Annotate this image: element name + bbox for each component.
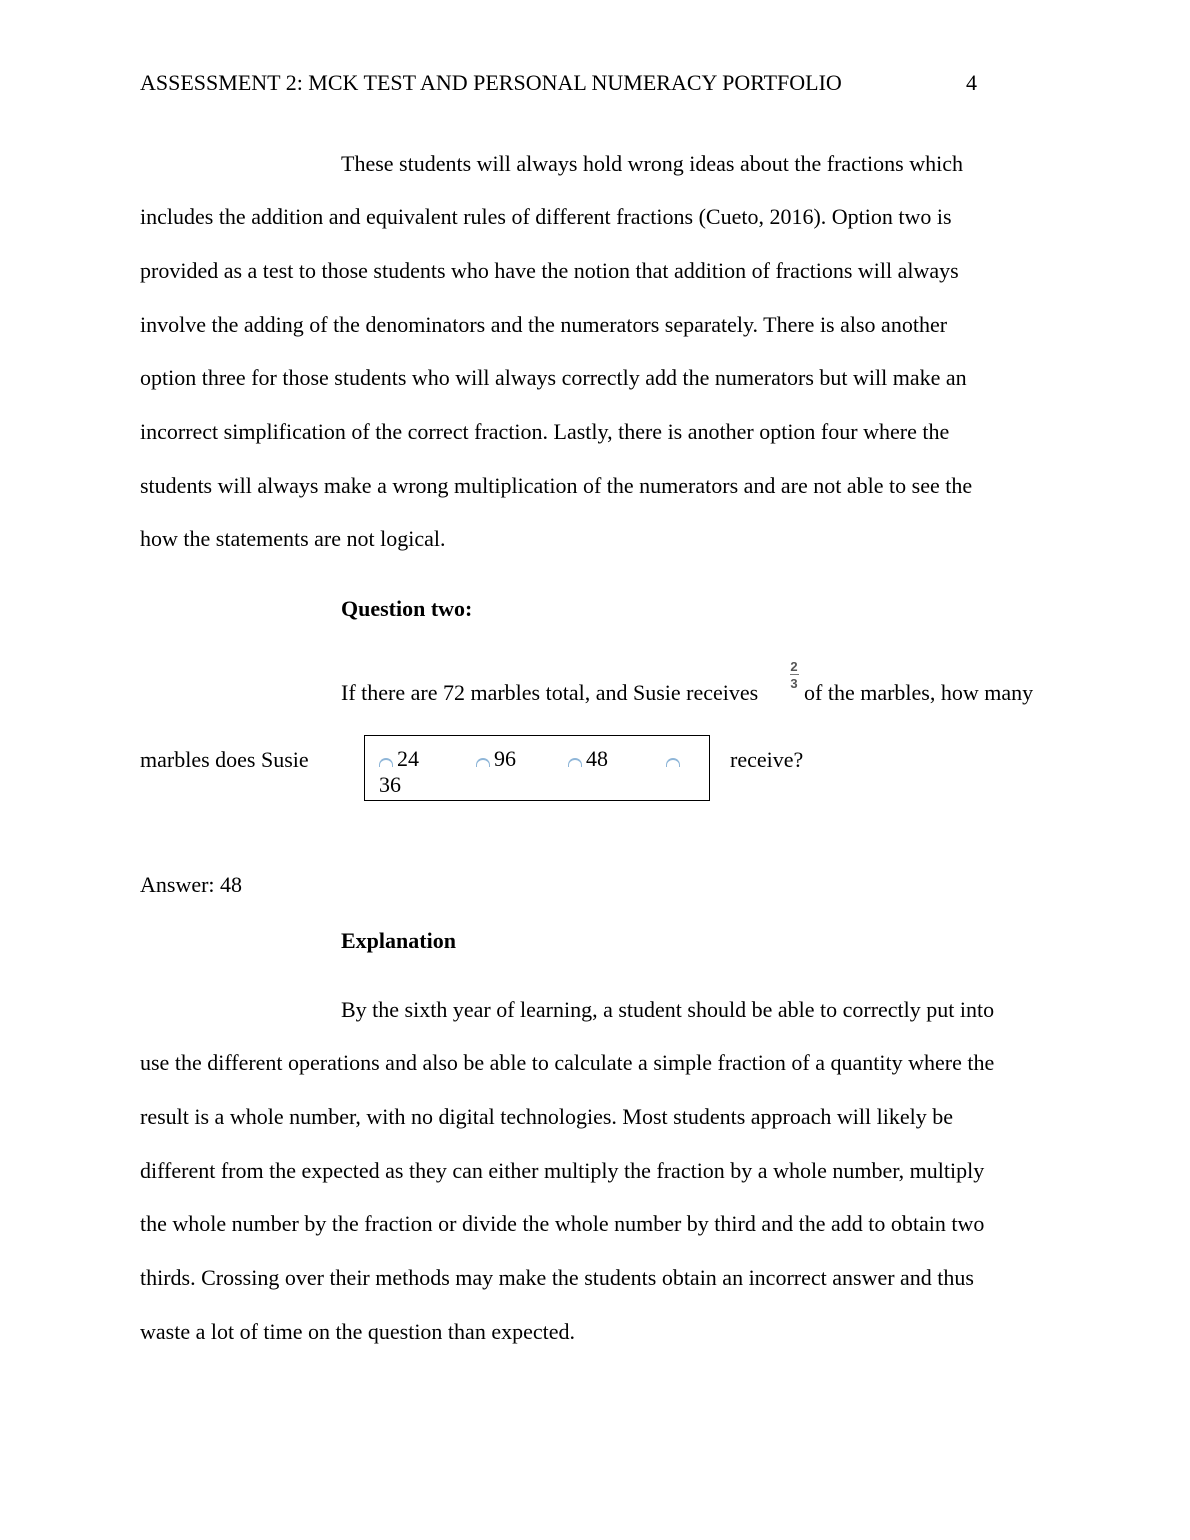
question-text-line2: marbles does Susie	[140, 747, 309, 772]
paragraph-line: students will always make a wrong multiplication of the numerators and are not able to see the	[140, 473, 973, 498]
fraction-denominator: 3	[790, 676, 798, 691]
paragraph-line: involve the adding of the denominators and the numerators separately. There is also another	[140, 312, 948, 337]
fraction-bar	[790, 674, 799, 675]
option-label: 96	[494, 746, 516, 771]
question-heading: Question two:	[341, 596, 473, 621]
radio-icon[interactable]	[476, 758, 490, 767]
paragraph-line: incorrect simplification of the correct fraction. Lastly, there is another option four where the	[140, 419, 950, 444]
paragraph-line: These students will always hold wrong ideas about the fractions which	[341, 151, 963, 176]
radio-icon[interactable]	[568, 758, 582, 767]
fraction-numerator: 2	[790, 659, 798, 674]
option-36-radio[interactable]	[666, 746, 684, 772]
paragraph-line: use the different operations and also be able to calculate a simple fraction of a quantity where the	[140, 1050, 995, 1075]
fraction-two-thirds	[788, 660, 800, 690]
page-number: 4	[966, 70, 977, 95]
option-96[interactable]	[476, 746, 516, 772]
paragraph-line: provided as a test to those students who have the notion that addition of fractions will always	[140, 258, 959, 283]
option-48[interactable]	[568, 746, 608, 772]
option-label: 48	[586, 746, 608, 771]
option-36-label: 36	[379, 772, 401, 797]
answer-options-box	[364, 735, 710, 801]
paragraph-line: result is a whole number, with no digital technologies. Most students approach will likely be	[140, 1104, 953, 1129]
option-24[interactable]	[379, 746, 419, 772]
question-text-end: of the marbles, how many	[804, 680, 1034, 705]
paragraph-line: waste a lot of time on the question than expected.	[140, 1319, 575, 1344]
paragraph-line: option three for those students who will always correctly add the numerators but will make an	[140, 365, 967, 390]
paragraph-line: thirds. Crossing over their methods may make the students obtain an incorrect answer and thus	[140, 1265, 974, 1290]
explanation-heading: Explanation	[341, 928, 456, 953]
paragraph-line: different from the expected as they can either multiply the fraction by a whole number, multiply	[140, 1158, 985, 1183]
paragraph-line: how the statements are not logical.	[140, 526, 446, 551]
question-text-start: If there are 72 marbles total, and Susie receives	[341, 680, 759, 705]
paragraph-line: By the sixth year of learning, a student should be able to correctly put into	[341, 997, 995, 1022]
option-label: 24	[397, 746, 419, 771]
radio-icon[interactable]	[666, 758, 680, 767]
radio-icon[interactable]	[379, 758, 393, 767]
paragraph-line: the whole number by the fraction or divide the whole number by third and the add to obtain two	[140, 1211, 985, 1236]
question-text-line2-end: receive?	[730, 747, 804, 772]
running-header: ASSESSMENT 2: MCK TEST AND PERSONAL NUMERACY PORTFOLIO	[140, 70, 842, 95]
paragraph-line: includes the addition and equivalent rules of different fractions (Cueto, 2016). Option two is	[140, 204, 952, 229]
answer-text: Answer: 48	[140, 872, 243, 897]
